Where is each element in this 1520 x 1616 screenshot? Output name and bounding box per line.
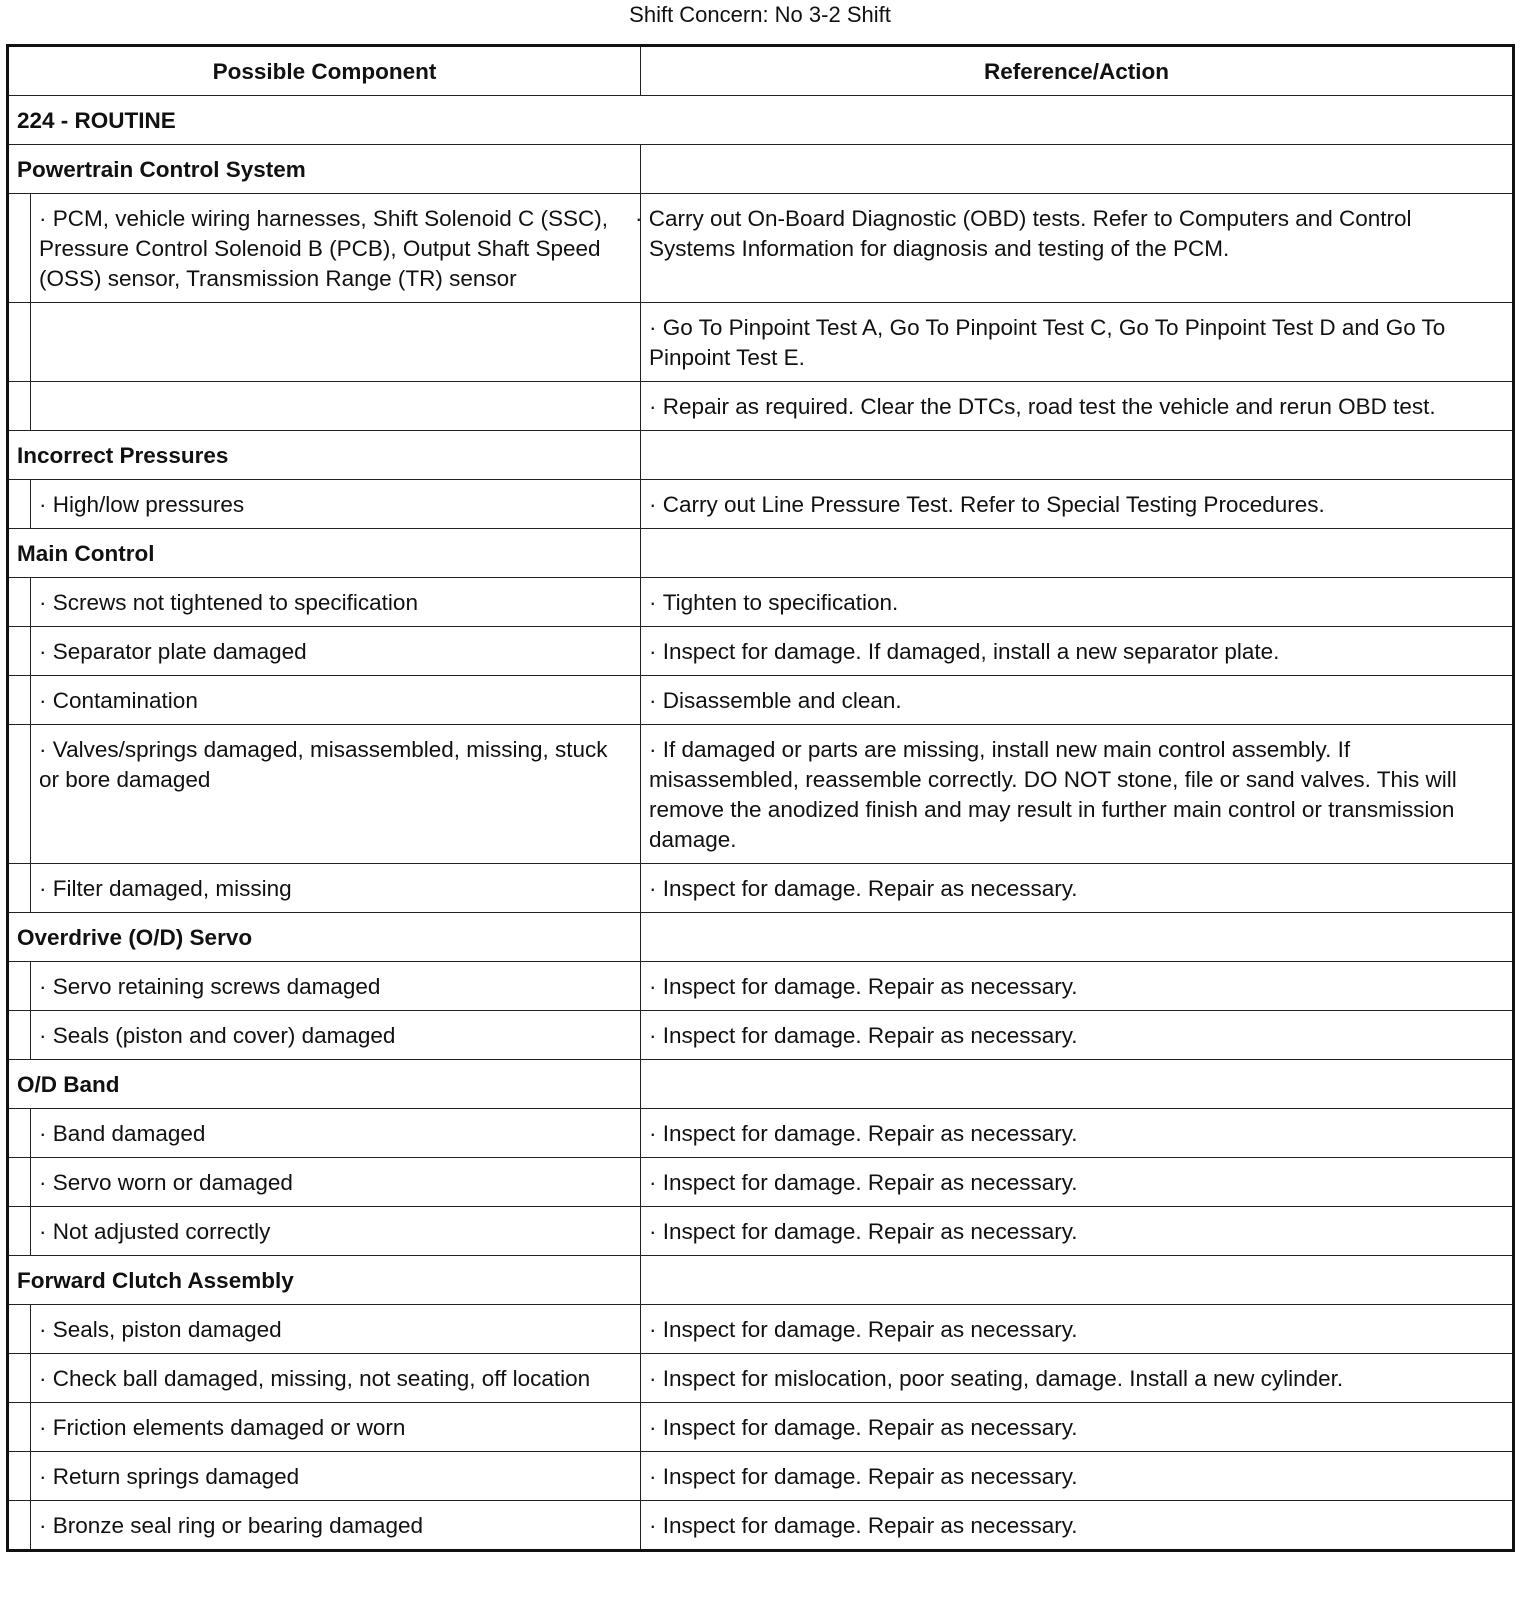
indent-cell <box>8 1158 31 1207</box>
reference-text: Inspect for damage. Repair as necessary. <box>662 1317 1078 1342</box>
table-row <box>8 725 1514 864</box>
table-row <box>8 1011 1514 1060</box>
reference-text: Inspect for damage. Repair as necessary. <box>662 1121 1078 1146</box>
routine-row <box>8 96 1514 145</box>
reference-cell <box>641 627 1514 676</box>
table-row <box>8 676 1514 725</box>
reference-text: Inspect for damage. Repair as necessary. <box>662 1023 1078 1048</box>
component-cell <box>31 1109 641 1158</box>
reference-cell <box>641 480 1514 529</box>
group-title: Overdrive (O/D) Servo <box>8 913 641 962</box>
table-row <box>8 382 1514 431</box>
reference-cell <box>641 1011 1514 1060</box>
group-title: Incorrect Pressures <box>8 431 641 480</box>
reference-cell <box>641 962 1514 1011</box>
reference-text: Disassemble and clean. <box>662 688 902 713</box>
component-text: Screws not tightened to specification <box>52 590 418 615</box>
group-empty-cell <box>641 431 1514 480</box>
reference-text: Inspect for damage. Repair as necessary. <box>662 1415 1078 1440</box>
component-text: Seals, piston damaged <box>52 1317 282 1342</box>
reference-cell <box>641 1403 1514 1452</box>
indent-cell <box>8 578 31 627</box>
table-row <box>8 1305 1514 1354</box>
indent-cell <box>8 1403 31 1452</box>
table-row <box>8 864 1514 913</box>
group-header-row <box>8 913 1514 962</box>
component-cell <box>31 382 641 431</box>
group-empty-cell <box>641 913 1514 962</box>
reference-text: Inspect for damage. If damaged, install a new separator plate. <box>662 639 1280 664</box>
component-cell <box>31 1501 641 1551</box>
column-header-component: Possible Component <box>8 46 641 96</box>
component-text: Band damaged <box>52 1121 206 1146</box>
component-text: Filter damaged, missing <box>52 876 292 901</box>
reference-cell <box>641 303 1514 382</box>
indent-cell <box>8 864 31 913</box>
indent-cell <box>8 1109 31 1158</box>
reference-cell <box>641 1452 1514 1501</box>
table-row <box>8 1452 1514 1501</box>
group-title: O/D Band <box>8 1060 641 1109</box>
group-title: Forward Clutch Assembly <box>8 1256 641 1305</box>
reference-text: Inspect for damage. Repair as necessary. <box>662 1170 1078 1195</box>
table-row <box>8 1109 1514 1158</box>
group-title: Main Control <box>8 529 641 578</box>
reference-text: Inspect for mislocation, poor seating, damage. Install a new cylinder. <box>662 1366 1344 1391</box>
component-cell <box>31 676 641 725</box>
table-row <box>8 480 1514 529</box>
indent-cell <box>8 676 31 725</box>
table-row <box>8 194 1514 303</box>
component-cell <box>31 194 641 303</box>
indent-cell <box>8 194 31 303</box>
component-text: Seals (piston and cover) damaged <box>52 1023 396 1048</box>
reference-text: Go To Pinpoint Test A, Go To Pinpoint Test C, Go To Pinpoint Test D and Go To Pinpoint Test E. <box>649 315 1446 370</box>
reference-text: Inspect for damage. Repair as necessary. <box>662 876 1078 901</box>
reference-text: Carry out Line Pressure Test. Refer to Special Testing Procedures. <box>662 492 1325 517</box>
reference-text: Carry out On-Board Diagnostic (OBD) tests. Refer to Computers and Control Systems Information for diagnosis and testing of the PCM. <box>648 206 1412 261</box>
reference-text: Tighten to specification. <box>662 590 899 615</box>
component-text: PCM, vehicle wiring harnesses, Shift Solenoid C (SSC), Pressure Control Solenoid B (PCB), Output Shaft Speed (OSS) sensor, Transmission Range (TR) sensor <box>39 206 608 291</box>
component-text: Bronze seal ring or bearing damaged <box>52 1513 423 1538</box>
indent-cell <box>8 725 31 864</box>
group-empty-cell <box>641 1256 1514 1305</box>
indent-cell <box>8 1207 31 1256</box>
component-text: Valves/springs damaged, misassembled, missing, stuck or bore damaged <box>39 737 608 792</box>
component-text: Separator plate damaged <box>52 639 307 664</box>
reference-text: Repair as required. Clear the DTCs, road test the vehicle and rerun OBD test. <box>662 394 1436 419</box>
component-cell <box>31 725 641 864</box>
component-cell <box>31 864 641 913</box>
reference-cell <box>641 864 1514 913</box>
group-header-row <box>8 1256 1514 1305</box>
group-empty-cell <box>641 145 1514 194</box>
indent-cell <box>8 480 31 529</box>
indent-cell <box>8 303 31 382</box>
component-cell <box>31 480 641 529</box>
indent-cell <box>8 1354 31 1403</box>
component-cell <box>31 1354 641 1403</box>
table-row <box>8 1207 1514 1256</box>
reference-cell <box>641 1501 1514 1551</box>
indent-cell <box>8 1501 31 1551</box>
indent-cell <box>8 382 31 431</box>
reference-text: Inspect for damage. Repair as necessary. <box>662 1513 1078 1538</box>
routine-label: 224 - ROUTINE <box>8 96 1514 145</box>
indent-cell <box>8 1452 31 1501</box>
reference-cell <box>641 1207 1514 1256</box>
group-title: Powertrain Control System <box>8 145 641 194</box>
reference-cell <box>641 1158 1514 1207</box>
indent-cell <box>8 1305 31 1354</box>
component-cell <box>31 1207 641 1256</box>
table-row <box>8 627 1514 676</box>
table-row <box>8 1501 1514 1551</box>
column-header-reference: Reference/Action <box>641 46 1514 96</box>
table-row <box>8 578 1514 627</box>
table-row <box>8 1158 1514 1207</box>
reference-cell <box>641 676 1514 725</box>
group-empty-cell <box>641 1060 1514 1109</box>
reference-cell <box>641 1109 1514 1158</box>
component-cell <box>31 1011 641 1060</box>
reference-cell <box>641 194 1514 303</box>
component-text: Servo worn or damaged <box>52 1170 293 1195</box>
table-caption: Shift Concern: No 3-2 Shift <box>629 2 891 27</box>
reference-cell <box>641 578 1514 627</box>
component-text: High/low pressures <box>52 492 245 517</box>
component-cell <box>31 1403 641 1452</box>
table-row <box>8 303 1514 382</box>
component-cell <box>31 1452 641 1501</box>
diagnostic-table <box>6 44 1515 1552</box>
group-header-row <box>8 1060 1514 1109</box>
table-row <box>8 962 1514 1011</box>
group-header-row <box>8 529 1514 578</box>
group-empty-cell <box>641 529 1514 578</box>
reference-cell <box>641 1354 1514 1403</box>
component-cell <box>31 627 641 676</box>
component-cell <box>31 962 641 1011</box>
reference-cell <box>641 382 1514 431</box>
group-header-row <box>8 431 1514 480</box>
component-text: Contamination <box>52 688 198 713</box>
table-row <box>8 1403 1514 1452</box>
reference-text: Inspect for damage. Repair as necessary. <box>662 1464 1078 1489</box>
component-text: Return springs damaged <box>52 1464 300 1489</box>
component-text: Check ball damaged, missing, not seating, off location <box>52 1366 591 1391</box>
component-text: Friction elements damaged or worn <box>52 1415 406 1440</box>
component-cell <box>31 303 641 382</box>
indent-cell <box>8 1011 31 1060</box>
component-cell <box>31 1305 641 1354</box>
header-row <box>8 46 1514 96</box>
component-text: Not adjusted correctly <box>52 1219 271 1244</box>
reference-text: Inspect for damage. Repair as necessary. <box>662 974 1078 999</box>
component-cell <box>31 1158 641 1207</box>
reference-cell <box>641 725 1514 864</box>
table-row <box>8 1354 1514 1403</box>
indent-cell <box>8 627 31 676</box>
indent-cell <box>8 962 31 1011</box>
group-header-row <box>8 145 1514 194</box>
reference-text: If damaged or parts are missing, install new main control assembly. If misassembled, reassemble correctly. DO NOT stone, file or sand valves. This will remove the anodized finish and may result in further main control or transmission damage. <box>649 737 1457 852</box>
component-cell <box>31 578 641 627</box>
component-text: Servo retaining screws damaged <box>52 974 381 999</box>
reference-cell <box>641 1305 1514 1354</box>
reference-text: Inspect for damage. Repair as necessary. <box>662 1219 1078 1244</box>
